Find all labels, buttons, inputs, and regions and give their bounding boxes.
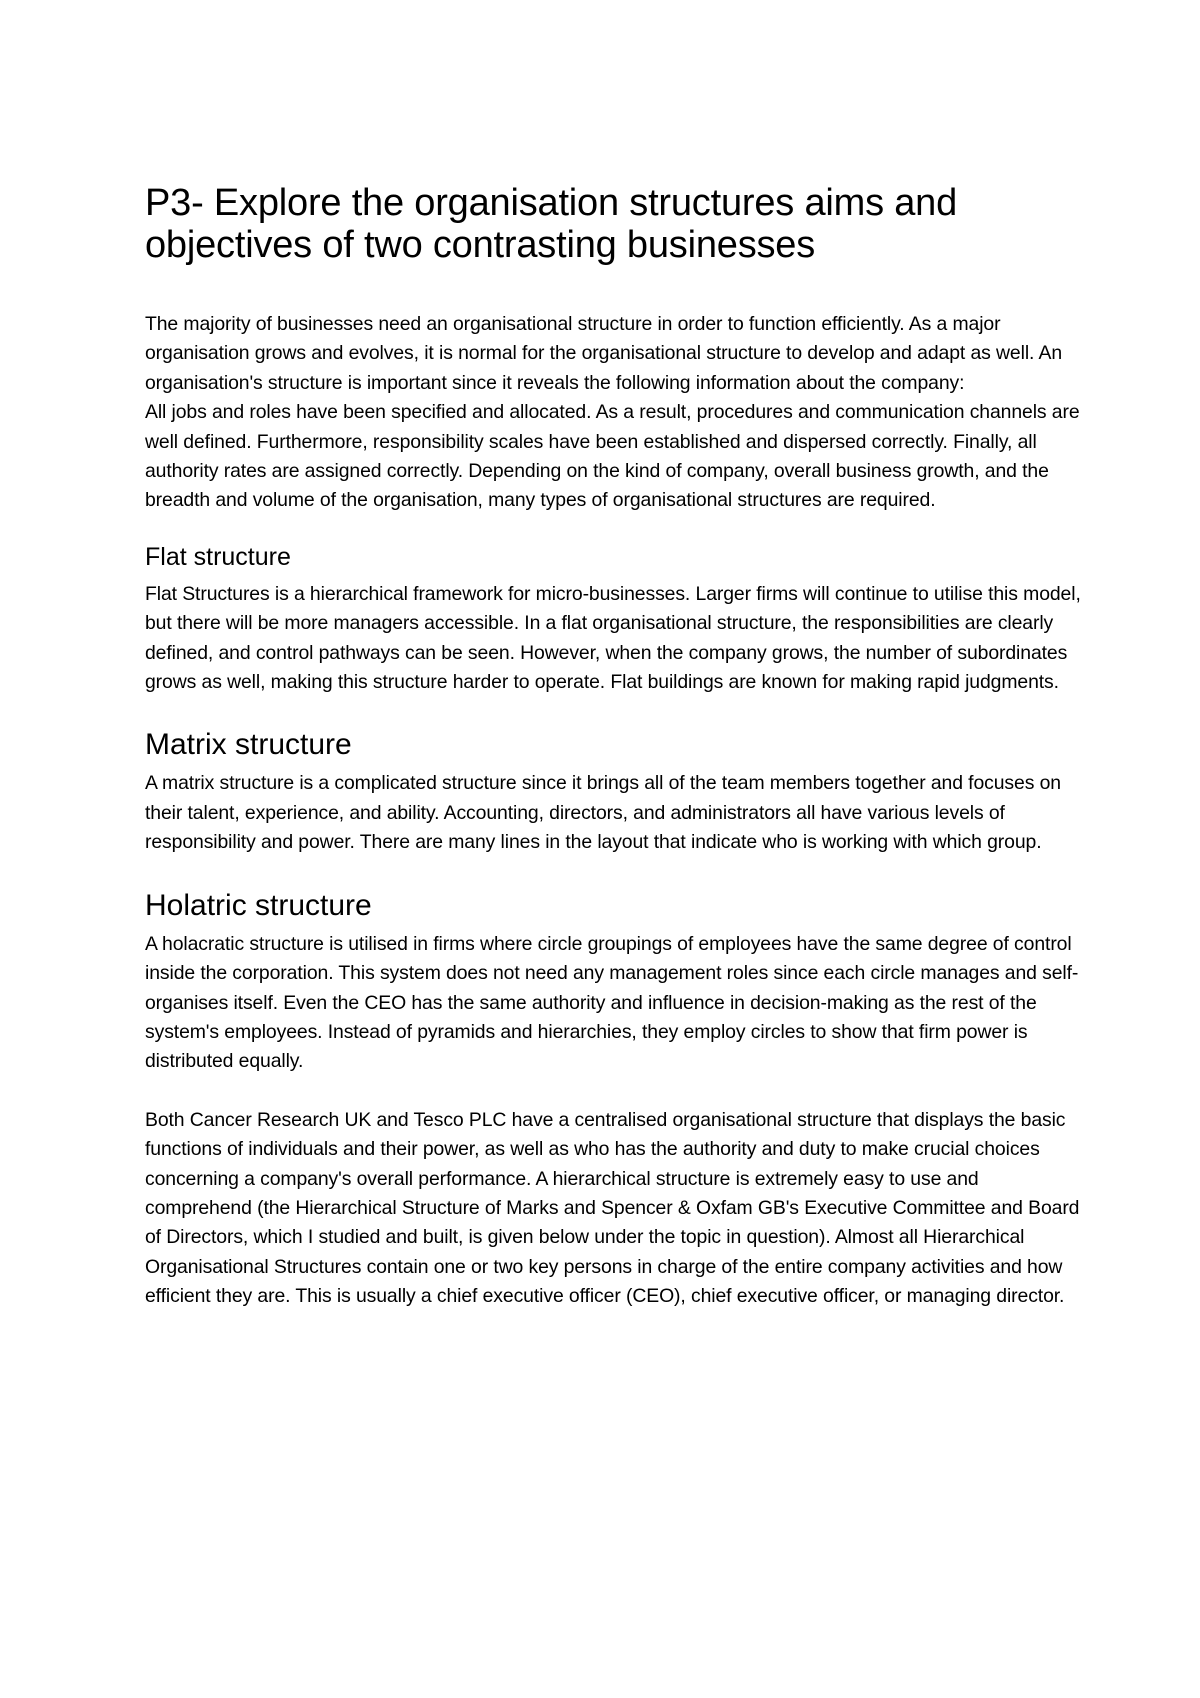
matrix-structure-body: A matrix structure is a complicated structure since it brings all of the team members together and focuses on their talent, experience, and ability. Accounting, directors, and administrators all have various levels of responsibility and power. There are many lines in the layout that indicate who is working with which group.	[145, 772, 1061, 854]
document-page	[145, 182, 1085, 1312]
holatric-structure-heading: Holatric structure	[145, 888, 372, 922]
document-title: P3- Explore the organisation structures aims and objectives of two contrasting businesses	[145, 182, 958, 266]
intro-paragraph-1: The majority of businesses need an organisational structure in order to function efficiently. As a major organisation grows and evolves, it is normal for the organisational structure to develop and adapt as well. An organisation's structure is important since it reveals the following information about the company:	[145, 313, 1063, 394]
flat-structure-body: Flat Structures is a hierarchical framework for micro-businesses. Larger firms will continue to utilise this model, but there will be more managers accessible. In a flat organisational structure, the responsibilities are clearly defined, and control pathways can be seen. However, when the company grows, the number of subordinates grows as well, making this structure harder to operate. Flat buildings are known for making rapid judgments.	[145, 582, 1081, 694]
matrix-structure-heading: Matrix structure	[145, 728, 352, 762]
paragraph-spacer	[145, 1077, 1085, 1106]
flat-structure-heading: Flat structure	[145, 542, 291, 571]
closing-paragraph: Both Cancer Research UK and Tesco PLC have a centralised organisational structure that displays the basic functions of individuals and their power, as well as who has the authority and duty to make crucial choices concerning a company's overall performance. A hierarchical structure is extremely easy to use and comprehend (the Hierarchical Structure of Marks and Spencer & Oxfam GB's Executive Committee and Board of Directors, which I studied and built, is given below under the topic in question). Almost all Hierarchical Organisational Structures contain one or two key persons in charge of the entire company activities and how efficient they are. This is usually a chief executive officer (CEO), chief executive officer, or managing director.	[145, 1108, 1080, 1308]
holatric-structure-body: A holacratic structure is utilised in firms where circle groupings of employees have the same degree of control inside the corporation. This system does not need any management roles since each circle manages and self-organises itself. Even the CEO has the same authority and influence in decision-making as the rest of the system's employees. Instead of pyramids and hierarchies, they employ circles to show that firm power is distributed equally.	[145, 932, 1079, 1073]
intro-paragraph-2: All jobs and roles have been specified and allocated. As a result, procedures and communication channels are well defined. Furthermore, responsibility scales have been established and dispersed correctly. Finally, all authority rates are assigned correctly. Depending on the kind of company, overall business growth, and the breadth and volume of the organisation, many types of organisational structures are required.	[145, 401, 1080, 512]
